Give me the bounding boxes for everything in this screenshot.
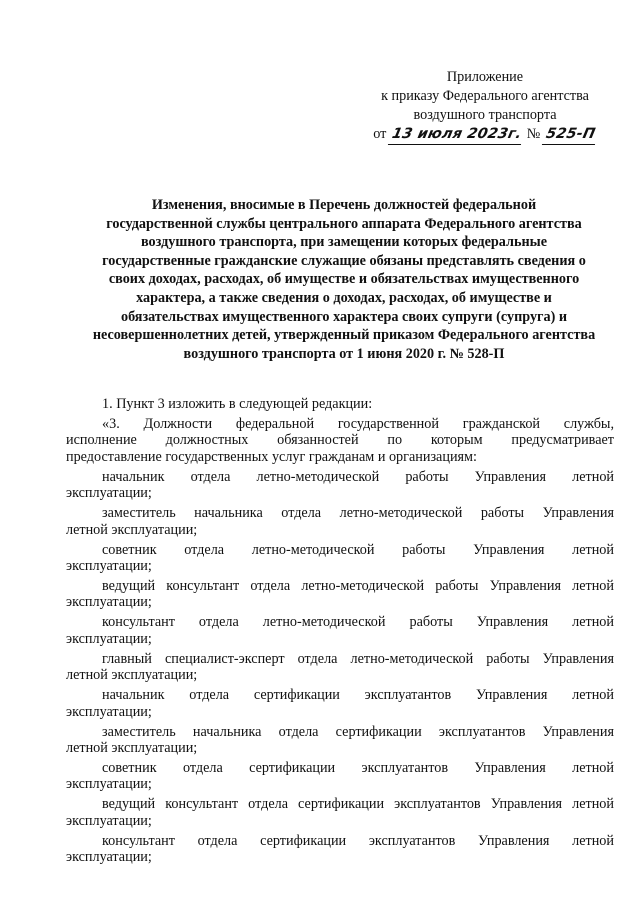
list-item xyxy=(66,542,614,575)
approval-block xyxy=(360,68,610,145)
list-item xyxy=(66,651,614,684)
paragraph-line: консультант отдела сертификации эксплуатантов Управления летной xyxy=(102,832,614,849)
paragraph-line: «3. Должности федеральной государственной гражданской службы, xyxy=(102,416,614,432)
number-label: № xyxy=(526,126,541,142)
list-item xyxy=(66,724,614,757)
paragraph-line: эксплуатации; xyxy=(66,485,152,502)
list-item xyxy=(66,687,614,720)
title-line: несовершеннолетних детей, утвержденный приказом Федерального агентства xyxy=(92,327,596,344)
title-line: государственной службы центрального аппарата Федерального агентства xyxy=(106,215,582,232)
title-line: Изменения, вносимые в Перечень должностей федеральной xyxy=(151,197,537,213)
paragraph-line: эксплуатации; xyxy=(66,703,152,720)
list-item xyxy=(66,614,614,647)
order-date-number xyxy=(360,125,610,145)
paragraph-line: советник отдела летно-методической работы Управления летной xyxy=(102,541,614,558)
paragraph-line: летной эксплуатации; xyxy=(66,667,198,684)
paragraph-line: предоставление государственных услуг гражданам и организациям: xyxy=(66,448,477,465)
paragraph-line: эксплуатации; xyxy=(66,849,152,866)
title-line: своих доходах, расходах, об имуществе и обязательствах имущественного xyxy=(108,271,580,288)
item-1 xyxy=(66,396,614,412)
list-item xyxy=(66,505,614,538)
paragraph-line: заместитель начальника отдела сертификации эксплуатантов Управления xyxy=(102,723,614,740)
paragraph-line: эксплуатации; xyxy=(66,594,152,611)
document-title xyxy=(72,196,616,363)
list-item xyxy=(66,469,614,502)
handwritten-number: 525-П xyxy=(542,125,599,145)
title-line: обязательствах имущественного характера своих супруги (супруга) и xyxy=(120,308,568,325)
paragraph-line: летной эксплуатации; xyxy=(66,740,198,757)
handwritten-date: 13 июля 2023г. xyxy=(388,125,526,145)
paragraph-line: главный специалист-эксперт отдела летно-методической работы Управления xyxy=(102,650,614,667)
paragraph-line: начальник отдела летно-методической работы Управления летной xyxy=(102,468,614,485)
paragraph-line: заместитель начальника отдела летно-методической работы Управления xyxy=(102,505,614,522)
title-line: характера, а также сведения о доходах, расходах, об имуществе и xyxy=(136,289,552,306)
paragraph-line: консультант отдела летно-методической работы Управления летной xyxy=(102,614,614,631)
list-item xyxy=(66,796,614,829)
title-line: государственные гражданские служащие обязаны представлять сведения о xyxy=(102,252,586,269)
appendix-label: Приложение xyxy=(446,69,524,85)
list-item xyxy=(66,578,614,611)
paragraph xyxy=(66,416,614,465)
paragraph-line: летной эксплуатации; xyxy=(66,521,198,538)
paragraph-line: эксплуатации; xyxy=(66,558,152,575)
paragraph-line: эксплуатации; xyxy=(66,812,152,829)
agency-name: воздушного транспорта xyxy=(413,107,557,123)
item-1-text: 1. Пункт 3 изложить в следующей редакции: xyxy=(102,396,373,412)
title-line: воздушного транспорта, при замещении которых федеральные xyxy=(140,234,548,251)
order-reference: к приказу Федерального агентства xyxy=(381,88,589,104)
paragraph-line: эксплуатации; xyxy=(66,630,152,647)
title-line: воздушного транспорта от 1 июня 2020 г. № 528-П xyxy=(183,345,505,362)
paragraph-line: ведущий консультант отдела сертификации эксплуатантов Управления летной xyxy=(102,796,614,813)
paragraph-line: советник отдела сертификации эксплуатантов Управления летной xyxy=(102,760,614,777)
paragraph-line: ведущий консультант отдела летно-методической работы Управления летной xyxy=(102,578,614,595)
paragraph-line: начальник отдела сертификации эксплуатантов Управления летной xyxy=(102,687,614,704)
from-label: от xyxy=(373,126,387,142)
paragraph-line: эксплуатации; xyxy=(66,776,152,793)
list-item xyxy=(66,760,614,793)
list-item xyxy=(66,833,614,866)
paragraph-line: исполнение должностных обязанностей по которым предусматривает xyxy=(66,432,614,449)
document-body xyxy=(66,396,614,866)
